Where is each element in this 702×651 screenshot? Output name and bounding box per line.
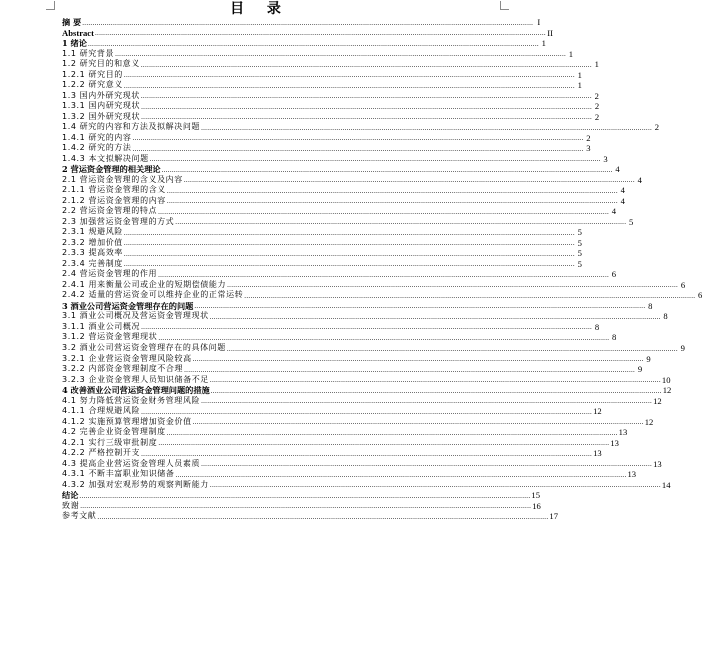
toc-dot-leader: ............................................................................................................................................................................................................................ <box>123 260 575 269</box>
toc-entry-page-number: 10 <box>661 374 671 385</box>
toc-dot-leader: ............................................................................................................................................................................................................................ <box>123 239 575 248</box>
toc-entry[interactable] <box>62 311 668 322</box>
toc-dot-leader: ............................................................................................................................................................................................................................ <box>79 491 531 500</box>
toc-dot-leader: ............................................................................................................................................................................................................................ <box>123 81 575 90</box>
toc-entry-title: 1.4 研究的内容和方法及拟解决问题 <box>62 122 201 132</box>
toc-entry-title: 2.4.1 用来衡量公司或企业的短期偿债能力 <box>62 279 227 289</box>
toc-entry-title: 2.4.2 适量的营运资金可以维持企业的正常运转 <box>62 290 244 300</box>
toc-entry-title: 1.4.2 研究的方法 <box>62 143 132 153</box>
toc-entry-title: 4.3.2 加强对宏观形势的观察判断能力 <box>62 479 209 489</box>
toc-entry-page-number: 13 <box>627 469 637 480</box>
toc-entry[interactable] <box>62 38 546 49</box>
toc-entry-page-number: 5 <box>577 258 582 269</box>
toc-dot-leader: ............................................................................................................................................................................................................................ <box>226 344 678 353</box>
toc-entry[interactable] <box>62 469 637 480</box>
toc-entry-title: 4.1.2 实施预算管理增加资金价值 <box>62 416 192 426</box>
toc-entry-page-number: 13 <box>653 458 662 469</box>
toc-dot-leader: ............................................................................................................................................................................................................................ <box>141 113 593 122</box>
toc-entry-title: 3.2.3 企业资金管理人员知识储备不足 <box>62 374 209 384</box>
toc-entry-title: 1.3 国内外研究现状 <box>62 90 140 100</box>
toc-entry-page-number: 9 <box>637 364 643 375</box>
toc-entry-page-number: 5 <box>577 248 582 259</box>
toc-entry[interactable] <box>62 406 602 417</box>
toc-entry[interactable] <box>62 332 617 343</box>
toc-entry[interactable] <box>62 90 599 102</box>
toc-dot-leader: ............................................................................................................................................................................................................................ <box>184 365 636 374</box>
toc-entry[interactable] <box>62 321 600 333</box>
toc-entry-page-number: 13 <box>593 448 602 459</box>
toc-entry[interactable] <box>62 153 608 165</box>
toc-dot-leader: ............................................................................................................................................................................................................................ <box>80 502 532 511</box>
toc-entry-title: 结论 <box>62 490 79 501</box>
toc-entry-title: 4.3.1 不断丰富职业知识储备 <box>62 469 175 479</box>
toc-entry-page-number: 12 <box>653 395 662 406</box>
toc-entry[interactable] <box>62 511 558 522</box>
toc-entry-page-number: 2 <box>594 101 600 112</box>
toc-entry-title: 2.3.1 规避风险 <box>62 227 123 237</box>
toc-entry-page-number: 9 <box>646 353 651 364</box>
toc-dot-leader: ............................................................................................................................................................................................................................ <box>192 355 644 364</box>
toc-entry-page-number: 5 <box>577 237 582 248</box>
toc-dot-leader: ............................................................................................................................................................................................................................ <box>209 481 661 490</box>
toc-dot-leader: ............................................................................................................................................................................................................................ <box>166 186 618 195</box>
toc-title: 目 录 <box>230 1 290 17</box>
toc-entry[interactable] <box>62 227 582 238</box>
toc-dot-leader: ............................................................................................................................................................................................................................ <box>132 144 584 153</box>
toc-entry-title: 参考文献 <box>62 511 97 521</box>
toc-entry[interactable] <box>62 69 582 81</box>
toc-entry[interactable] <box>62 80 582 91</box>
toc-entry-page-number: 4 <box>611 206 617 217</box>
toc-entry-title: 1 绪论 <box>62 38 87 49</box>
toc-entry-page-number: 17 <box>549 511 558 522</box>
toc-entry-page-number: 4 <box>615 164 620 175</box>
toc-entry-page-number: 3 <box>586 143 591 154</box>
toc-entry-page-number: 3 <box>603 153 608 164</box>
toc-dot-leader: ............................................................................................................................................................................................................................ <box>149 155 601 164</box>
toc-dot-leader: ............................................................................................................................................................................................................................ <box>227 281 679 290</box>
toc-dot-leader: ............................................................................................................................................................................................................................ <box>201 123 653 132</box>
toc-entry-title: 3 酒业公司营运资金管理存在的问题 <box>62 300 194 311</box>
toc-dot-leader: ............................................................................................................................................................................................................................ <box>158 207 610 216</box>
toc-entry-page-number: 2 <box>594 111 600 122</box>
toc-entry-title: Abstract <box>62 27 94 38</box>
toc-entry-page-number: 8 <box>612 332 617 343</box>
toc-entry[interactable] <box>62 122 660 133</box>
toc-dot-leader: ............................................................................................................................................................................................................................ <box>175 470 627 479</box>
toc-entry-page-number: 6 <box>680 279 686 290</box>
toc-entry[interactable] <box>62 342 685 354</box>
toc-dot-leader: ............................................................................................................................................................................................................................ <box>115 50 567 59</box>
toc-entry[interactable] <box>62 416 654 428</box>
toc-dot-leader: ............................................................................................................................................................................................................................ <box>94 29 546 38</box>
toc-entry[interactable] <box>62 353 651 365</box>
toc-entry-page-number: 6 <box>698 290 702 301</box>
table-of-contents <box>62 17 702 522</box>
toc-entry-title: 2.2 营运资金管理的特点 <box>62 206 158 216</box>
toc-entry-page-number: 13 <box>618 427 628 438</box>
toc-entry-page-number: 2 <box>594 90 599 101</box>
toc-entry[interactable] <box>62 395 662 407</box>
toc-entry[interactable] <box>62 101 600 112</box>
toc-entry[interactable] <box>62 59 599 70</box>
toc-entry-page-number: 8 <box>663 311 668 322</box>
toc-entry[interactable] <box>62 458 662 470</box>
toc-dot-leader: ............................................................................................................................................................................................................................ <box>166 197 618 206</box>
toc-dot-leader: ............................................................................................................................................................................................................................ <box>210 386 662 395</box>
toc-dot-leader: ............................................................................................................................................................................................................................ <box>158 439 610 448</box>
toc-entry-title: 3.1.2 营运资金管理现状 <box>62 332 158 342</box>
toc-entry[interactable] <box>62 490 540 501</box>
toc-entry-title: 2.1 营运资金管理的含义及内容 <box>62 174 183 184</box>
toc-entry[interactable] <box>62 48 574 60</box>
toc-dot-leader: ............................................................................................................................................................................................................................ <box>87 39 539 48</box>
toc-entry[interactable] <box>62 437 619 449</box>
toc-entry[interactable] <box>62 385 672 396</box>
toc-entry[interactable] <box>62 479 671 491</box>
toc-entry-title: 4.3 提高企业营运资金管理人员素质 <box>62 458 201 468</box>
toc-entry-title: 2.4 营运资金管理的作用 <box>62 269 158 279</box>
toc-entry-title: 致谢 <box>62 500 80 510</box>
toc-entry[interactable] <box>62 216 634 228</box>
toc-entry[interactable] <box>62 269 617 280</box>
toc-dot-leader: ............................................................................................................................................................................................................................ <box>141 102 593 111</box>
toc-entry-page-number: I <box>537 17 541 27</box>
toc-entry-page-number: 12 <box>644 416 654 427</box>
toc-entry-title: 1.2.1 研究目的 <box>62 69 123 79</box>
toc-entry[interactable] <box>62 143 591 154</box>
toc-entry-title: 摘 要 <box>62 17 82 27</box>
toc-entry-title: 4.2 完善企业资金管理制度 <box>62 427 166 437</box>
toc-entry-page-number: 1 <box>577 80 582 91</box>
toc-entry-page-number: 1 <box>568 48 574 59</box>
toc-dot-leader: ............................................................................................................................................................................................................................ <box>158 270 610 279</box>
toc-dot-leader: ............................................................................................................................................................................................................................ <box>141 323 593 332</box>
toc-entry-title: 1.2.2 研究意义 <box>62 80 123 90</box>
toc-entry-page-number: 8 <box>594 321 600 332</box>
toc-entry[interactable] <box>62 164 620 175</box>
toc-entry[interactable] <box>62 248 582 259</box>
toc-entry[interactable] <box>62 290 702 301</box>
toc-entry-page-number: 2 <box>654 122 660 133</box>
toc-entry-page-number: 2 <box>586 132 591 143</box>
toc-entry-title: 2.3.4 完善制度 <box>62 258 123 268</box>
toc-entry-page-number: 1 <box>594 59 599 70</box>
toc-dot-leader: ............................................................................................................................................................................................................................ <box>194 302 646 311</box>
toc-entry[interactable] <box>62 448 602 459</box>
toc-entry-page-number: 8 <box>648 300 653 311</box>
toc-entry-title: 1.4.3 本文拟解决问题 <box>62 153 149 163</box>
toc-dot-leader: ............................................................................................................................................................................................................................ <box>209 312 661 321</box>
toc-entry[interactable] <box>62 374 671 386</box>
toc-entry-page-number: 12 <box>662 385 672 396</box>
toc-entry[interactable] <box>62 17 541 28</box>
toc-entry-page-number: 5 <box>577 227 582 238</box>
toc-entry-title: 3.2.2 内部资金管理制度不合理 <box>62 364 184 374</box>
toc-dot-leader: ............................................................................................................................................................................................................................ <box>175 218 627 227</box>
toc-entry-title: 1.1 研究背景 <box>62 48 115 58</box>
toc-entry[interactable] <box>62 427 628 438</box>
toc-dot-leader: ............................................................................................................................................................................................................................ <box>166 428 618 437</box>
toc-entry-title: 2.1.2 营运资金管理的内容 <box>62 195 166 205</box>
toc-entry-title: 4.1 努力降低营运资金财务管理风险 <box>62 395 201 405</box>
toc-entry-page-number: 4 <box>620 195 625 206</box>
toc-entry-title: 4.2.2 严格控制开支 <box>62 448 141 458</box>
toc-dot-leader: ............................................................................................................................................................................................................................ <box>244 291 696 300</box>
toc-entry[interactable] <box>62 279 686 291</box>
toc-dot-leader: ............................................................................................................................................................................................................................ <box>123 228 575 237</box>
toc-entry[interactable] <box>62 111 600 123</box>
toc-entry-title: 2.3 加强营运资金管理的方式 <box>62 216 175 226</box>
toc-dot-leader: ............................................................................................................................................................................................................................ <box>183 176 635 185</box>
toc-dot-leader: ............................................................................................................................................................................................................................ <box>141 407 593 416</box>
toc-entry-title: 2.3.3 提高效率 <box>62 248 123 258</box>
toc-entry-page-number: 6 <box>611 269 617 280</box>
toc-dot-leader: ............................................................................................................................................................................................................................ <box>192 418 644 427</box>
toc-entry-title: 4 改善酒业公司营运资金管理问题的措施 <box>62 385 210 396</box>
toc-entry-title: 2.3.2 增加价值 <box>62 237 123 247</box>
toc-entry-page-number: 5 <box>628 216 634 227</box>
toc-dot-leader: ............................................................................................................................................................................................................................ <box>201 460 653 469</box>
toc-dot-leader: ............................................................................................................................................................................................................................ <box>140 60 592 69</box>
toc-entry[interactable] <box>62 132 591 144</box>
toc-entry[interactable] <box>62 237 582 249</box>
toc-dot-leader: ............................................................................................................................................................................................................................ <box>158 333 610 342</box>
toc-entry-page-number: 1 <box>577 69 582 80</box>
toc-entry-page-number: 1 <box>541 38 546 49</box>
toc-entry-page-number: 4 <box>637 174 642 185</box>
toc-dot-leader: ............................................................................................................................................................................................................................ <box>201 397 653 406</box>
toc-entry[interactable] <box>62 364 643 375</box>
toc-entry[interactable] <box>62 300 653 312</box>
toc-entry-page-number: 13 <box>610 437 619 448</box>
toc-dot-leader: ............................................................................................................................................................................................................................ <box>123 71 575 80</box>
toc-dot-leader: ............................................................................................................................................................................................................................ <box>209 376 661 385</box>
toc-entry-page-number: 16 <box>532 500 541 511</box>
toc-entry-title: 1.3.1 国内研究现状 <box>62 101 141 111</box>
toc-entry-page-number: 4 <box>620 185 625 196</box>
toc-entry-title: 3.1 酒业公司概况及营运资金管理现状 <box>62 311 209 321</box>
toc-entry[interactable] <box>62 174 642 186</box>
toc-dot-leader: ............................................................................................................................................................................................................................ <box>161 165 613 174</box>
toc-entry-title: 3.2 酒业公司营运资金管理存在的具体问题 <box>62 342 226 352</box>
toc-entry[interactable] <box>62 185 625 196</box>
toc-entry-title: 4.2.1 实行三级审批制度 <box>62 437 158 447</box>
toc-dot-leader: ............................................................................................................................................................................................................................ <box>82 18 534 27</box>
toc-entry-page-number: 9 <box>680 342 685 353</box>
toc-dot-leader: ............................................................................................................................................................................................................................ <box>140 92 592 101</box>
toc-entry-title: 1.3.2 国外研究现状 <box>62 111 141 121</box>
toc-dot-leader: ............................................................................................................................................................................................................................ <box>97 512 549 521</box>
toc-entry[interactable] <box>62 27 553 39</box>
toc-entry-title: 1.4.1 研究的内容 <box>62 132 132 142</box>
toc-entry-title: 4.1.1 合理规避风险 <box>62 406 141 416</box>
toc-dot-leader: ............................................................................................................................................................................................................................ <box>132 134 584 143</box>
toc-entry[interactable] <box>62 258 582 270</box>
toc-entry-page-number: 15 <box>531 490 540 501</box>
toc-entry[interactable] <box>62 195 625 207</box>
toc-entry-page-number: 14 <box>661 479 671 490</box>
toc-entry[interactable] <box>62 500 541 512</box>
toc-entry-title: 2.1.1 营运资金管理的含义 <box>62 185 166 195</box>
toc-entry-page-number: 12 <box>593 406 602 417</box>
toc-dot-leader: ............................................................................................................................................................................................................................ <box>123 249 575 258</box>
toc-entry-title: 3.1.1 酒业公司概况 <box>62 321 141 331</box>
toc-dot-leader: ............................................................................................................................................................................................................................ <box>141 449 593 458</box>
toc-entry-title: 1.2 研究目的和意义 <box>62 59 140 69</box>
toc-entry[interactable] <box>62 206 617 217</box>
toc-entry-page-number: II <box>547 27 553 38</box>
toc-entry-title: 2 营运资金管理的相关理论 <box>62 164 161 175</box>
toc-entry-title: 3.2.1 企业营运资金管理风险较高 <box>62 353 192 363</box>
